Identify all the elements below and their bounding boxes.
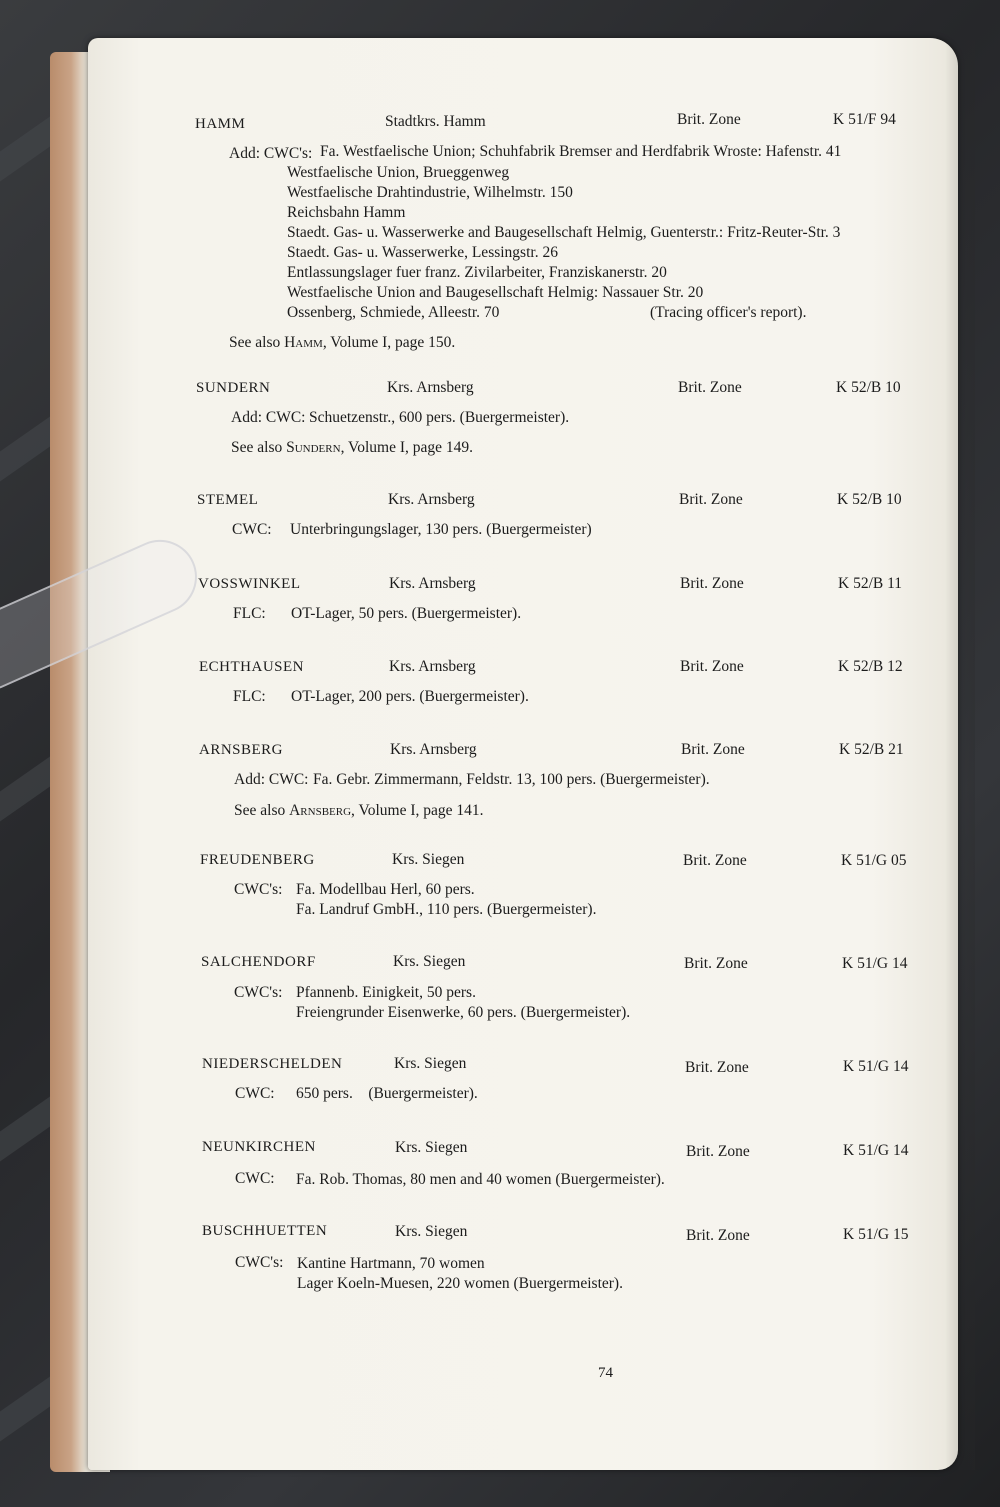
entry-ref: K 52/B 21: [839, 741, 904, 758]
page-number: 74: [598, 1365, 613, 1381]
entry-line: Ossenberg, Schmiede, Alleestr. 70: [287, 304, 500, 321]
entry-line: 650 pers. (Buergermeister).: [296, 1085, 478, 1102]
entry-place: HAMM: [195, 116, 246, 132]
entry-district: Stadtkrs. Hamm: [385, 113, 486, 130]
see-also-prefix: See also: [234, 802, 290, 819]
see-also-name: Sundern: [286, 439, 341, 456]
entry-ref: K 52/B 10: [837, 491, 902, 508]
entry-label: CWC's:: [234, 881, 283, 898]
entry-ref: K 52/B 12: [838, 658, 903, 675]
entry-line: Fa. Landruf GmbH., 110 pers. (Buergermeister).: [296, 901, 597, 918]
entry-zone: Brit. Zone: [680, 575, 744, 592]
entry-label: Add: CWC:: [234, 771, 309, 788]
entry-label: CWC:: [232, 521, 272, 538]
entry-place: SUNDERN: [196, 380, 271, 396]
page-gutter-shadow: [945, 40, 975, 1470]
entry-line: OT-Lager, 50 pers. (Buergermeister).: [291, 605, 522, 622]
entry-label: FLC:: [233, 688, 266, 705]
entry-zone: Brit. Zone: [685, 1059, 749, 1076]
entry-district: Krs. Siegen: [394, 1055, 467, 1072]
entry-ref: K 52/B 11: [838, 575, 903, 592]
entry-label: Add: CWC's:: [229, 145, 313, 162]
entry-place: NIEDERSCHELDEN: [202, 1056, 343, 1072]
entry-zone: Brit. Zone: [677, 111, 741, 128]
entry-line: Unterbringungslager, 130 pers. (Buergermeister): [290, 521, 592, 538]
entry-zone: Brit. Zone: [684, 955, 748, 972]
entry-ref: K 51/F 94: [833, 111, 896, 128]
entry-ref: K 52/B 10: [836, 379, 901, 396]
entry-place: SALCHENDORF: [201, 954, 316, 970]
entry-ref: K 51/G 15: [843, 1226, 909, 1243]
entry-place: BUSCHHUETTEN: [202, 1223, 328, 1239]
entry-ref: K 51/G 14: [842, 955, 908, 972]
entry-line: Fa. Gebr. Zimmermann, Feldstr. 13, 100 pers. (Buergermeister).: [313, 771, 710, 788]
entry-district: Krs. Arnsberg: [389, 575, 476, 592]
entry-label: FLC:: [233, 605, 266, 622]
entry-district: Krs. Arnsberg: [390, 741, 477, 758]
see-also-prefix: See also: [229, 334, 285, 351]
entry-line: Westfaelische Union, Brueggenweg: [287, 164, 510, 181]
entry-line: Fa. Modellbau Herl, 60 pers.: [296, 881, 475, 898]
entry-district: Krs. Siegen: [395, 1139, 468, 1156]
entry-line: Pfannenb. Einigkeit, 50 pers.: [296, 984, 476, 1001]
see-also-name: Arnsberg: [289, 802, 352, 819]
see-also-prefix: See also: [231, 439, 287, 456]
entry-place: FREUDENBERG: [200, 852, 315, 868]
entry-place: VOSSWINKEL: [198, 576, 301, 592]
entry-label: Add: CWC:: [231, 409, 306, 426]
see-also: [231, 438, 473, 458]
entry-ref: K 51/G 14: [843, 1142, 909, 1159]
entry-label: CWC's:: [235, 1254, 284, 1271]
entry-line: Schuetzenstr., 600 pers. (Buergermeister).: [309, 409, 570, 426]
entry-ref: K 51/G 14: [843, 1058, 909, 1075]
entry-zone: Brit. Zone: [681, 741, 745, 758]
entry-district: Krs. Siegen: [393, 953, 466, 970]
entry-label: CWC:: [235, 1170, 275, 1187]
entry-label: CWC:: [235, 1085, 275, 1102]
entry-zone: Brit. Zone: [680, 658, 744, 675]
entry-line: Entlassungslager fuer franz. Zivilarbeiter, Franziskanerstr. 20: [287, 264, 667, 281]
entry-zone: Brit. Zone: [683, 852, 747, 869]
see-also-suffix: , Volume I, page 150.: [322, 334, 456, 351]
entry-line: Freiengrunder Eisenwerke, 60 pers. (Buergermeister).: [296, 1004, 631, 1021]
entry-district: Krs. Arnsberg: [389, 658, 476, 675]
entry-line: Fa. Westfaelische Union; Schuhfabrik Bremser and Herdfabrik Wroste: Hafenstr. 41: [320, 143, 842, 160]
entry-line: Kantine Hartmann, 70 women: [297, 1255, 485, 1272]
entry-place: ARNSBERG: [199, 742, 284, 758]
entry-zone: Brit. Zone: [678, 379, 742, 396]
entry-zone: Brit. Zone: [679, 491, 743, 508]
entry-note: (Tracing officer's report).: [650, 304, 807, 321]
entry-zone: Brit. Zone: [686, 1227, 750, 1244]
entry-line: Westfaelische Union and Baugesellschaft Helmig: Nassauer Str. 20: [287, 284, 704, 301]
entry-place: ECHTHAUSEN: [199, 659, 304, 675]
entry-line: OT-Lager, 200 pers. (Buergermeister).: [291, 688, 529, 705]
see-also: [234, 801, 484, 821]
entry-line: Lager Koeln-Muesen, 220 women (Buergermeister).: [297, 1275, 623, 1292]
see-also-suffix: , Volume I, page 149.: [340, 439, 474, 456]
see-also-name: Hamm: [284, 334, 323, 351]
entry-district: Krs. Arnsberg: [388, 491, 475, 508]
entry-ref: K 51/G 05: [841, 852, 907, 869]
entry-line: Staedt. Gas- u. Wasserwerke, Lessingstr. 26: [287, 244, 558, 261]
entry-line: Staedt. Gas- u. Wasserwerke and Baugesellschaft Helmig, Guenterstr.: Fritz-Reuter-Str. 3: [287, 224, 841, 241]
entry-district: Krs. Siegen: [395, 1223, 468, 1240]
entry-place: NEUNKIRCHEN: [202, 1139, 316, 1155]
see-also: [229, 333, 455, 353]
entry-district: Krs. Arnsberg: [387, 379, 474, 396]
entry-place: STEMEL: [197, 492, 259, 508]
entry-district: Krs. Siegen: [392, 851, 465, 868]
entry-line: Reichsbahn Hamm: [287, 204, 406, 221]
entry-line: Westfaelische Drahtindustrie, Wilhelmstr. 150: [287, 184, 573, 201]
entry-line: Fa. Rob. Thomas, 80 men and 40 women (Buergermeister).: [296, 1171, 665, 1188]
entry-zone: Brit. Zone: [686, 1143, 750, 1160]
entry-label: CWC's:: [234, 984, 283, 1001]
see-also-suffix: , Volume I, page 141.: [351, 802, 484, 819]
